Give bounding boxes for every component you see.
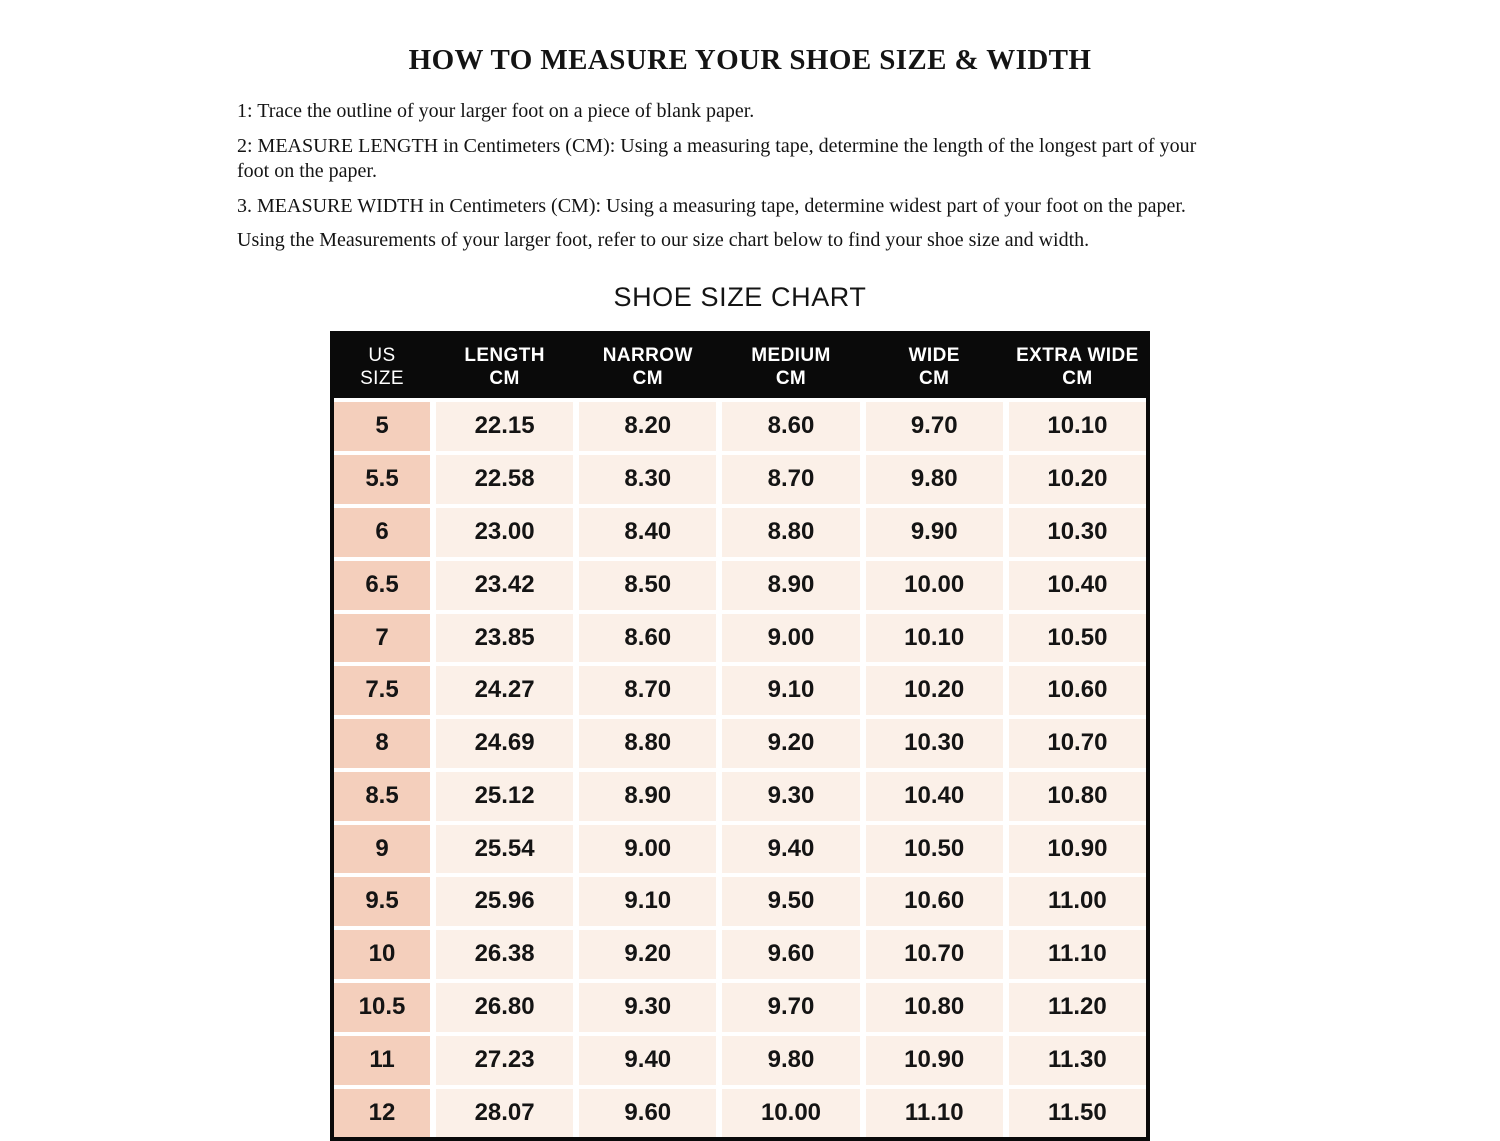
measurement-cell: 23.42: [436, 561, 573, 610]
measurement-cell: 8.70: [722, 455, 859, 504]
measurement-cell: 8.50: [579, 561, 716, 610]
us-size-cell: 9: [334, 825, 430, 874]
measurement-cell: 8.90: [579, 772, 716, 821]
measurement-cell: 8.20: [579, 402, 716, 451]
measurement-cell: 23.00: [436, 508, 573, 557]
measurement-cell: 10.60: [866, 877, 1003, 926]
measurement-cell: 10.40: [866, 772, 1003, 821]
measurement-cell: 8.80: [722, 508, 859, 557]
us-size-cell: 12: [334, 1089, 430, 1138]
measurement-cell: 24.27: [436, 666, 573, 715]
measurement-cell: 10.10: [866, 614, 1003, 663]
header-cell-medium: MEDIUM CM: [751, 344, 831, 390]
measurement-cell: 9.60: [722, 930, 859, 979]
us-size-cell: 5: [334, 402, 430, 451]
measurement-cell: 27.23: [436, 1036, 573, 1085]
us-size-cell: 5.5: [334, 455, 430, 504]
us-size-cell: 6: [334, 508, 430, 557]
header-cell-us: US SIZE: [360, 344, 404, 390]
measurement-cell: 9.70: [866, 402, 1003, 451]
us-size-cell: 11: [334, 1036, 430, 1085]
measurement-cell: 10.50: [866, 825, 1003, 874]
measurement-cell: 10.20: [1009, 455, 1146, 504]
measurement-cell: 22.58: [436, 455, 573, 504]
measurement-cell: 9.10: [722, 666, 859, 715]
measurement-cell: 26.80: [436, 983, 573, 1032]
measurement-cell: 25.96: [436, 877, 573, 926]
instruction-closing: Using the Measurements of your larger foot, refer to our size chart below to find your shoe size and width.: [237, 229, 1090, 252]
measurement-cell: 8.60: [722, 402, 859, 451]
us-size-cell: 8: [334, 719, 430, 768]
measurement-cell: 9.40: [722, 825, 859, 874]
measurement-cell: 9.10: [579, 877, 716, 926]
measurement-cell: 11.50: [1009, 1089, 1146, 1138]
measurement-cell: 9.60: [579, 1089, 716, 1138]
us-size-cell: 9.5: [334, 877, 430, 926]
us-size-cell: 7: [334, 614, 430, 663]
measurement-cell: 25.54: [436, 825, 573, 874]
measurement-cell: 8.80: [579, 719, 716, 768]
measurement-cell: 23.85: [436, 614, 573, 663]
instruction-step-3: 3. MEASURE WIDTH in Centimeters (CM): Using a measuring tape, determine widest part of your foot on the paper.: [237, 194, 1186, 217]
measurement-cell: 11.20: [1009, 983, 1146, 1032]
instruction-step-1: 1: Trace the outline of your larger foot on a piece of blank paper.: [237, 100, 755, 122]
measurement-cell: 10.00: [866, 561, 1003, 610]
us-size-cell: 7.5: [334, 666, 430, 715]
measurement-cell: 26.38: [436, 930, 573, 979]
measurement-cell: 10.90: [866, 1036, 1003, 1085]
measurement-cell: 10.70: [866, 930, 1003, 979]
measurement-cell: 9.80: [866, 455, 1003, 504]
measurement-cell: 8.60: [579, 614, 716, 663]
measurement-cell: 8.40: [579, 508, 716, 557]
measurement-cell: 9.20: [722, 719, 859, 768]
measurement-cell: 9.00: [722, 614, 859, 663]
measurement-cell: 10.30: [866, 719, 1003, 768]
measurement-cell: 9.40: [579, 1036, 716, 1085]
measurement-cell: 9.20: [579, 930, 716, 979]
measurement-cell: 10.50: [1009, 614, 1146, 663]
shoe-size-table: [330, 331, 1150, 1141]
instructions: [237, 99, 1222, 254]
measurement-cell: 9.00: [579, 825, 716, 874]
measurement-cell: 10.00: [722, 1089, 859, 1138]
measurement-cell: 8.90: [722, 561, 859, 610]
measurement-cell: 9.80: [722, 1036, 859, 1085]
instruction-step-2: 2: MEASURE LENGTH in Centimeters (CM): Using a measuring tape, determine the length of the longest part of your foot on the paper.: [237, 134, 1197, 183]
measurement-cell: 9.90: [866, 508, 1003, 557]
us-size-cell: 10: [334, 930, 430, 979]
table-header: [334, 335, 1146, 398]
measurement-cell: 10.80: [866, 983, 1003, 1032]
us-size-cell: 8.5: [334, 772, 430, 821]
measurement-cell: 9.50: [722, 877, 859, 926]
us-size-cell: 6.5: [334, 561, 430, 610]
header-cell-wide: WIDE CM: [908, 344, 960, 390]
measurement-cell: 28.07: [436, 1089, 573, 1138]
header-cell-extra-wide: EXTRA WIDE CM: [1016, 344, 1139, 390]
measurement-cell: 9.30: [722, 772, 859, 821]
measurement-cell: 10.70: [1009, 719, 1146, 768]
page-title: HOW TO MEASURE YOUR SHOE SIZE & WIDTH: [408, 44, 1092, 76]
chart-title: SHOE SIZE CHART: [613, 281, 867, 312]
measurement-cell: 10.20: [866, 666, 1003, 715]
measurement-cell: 8.70: [579, 666, 716, 715]
measurement-cell: 9.30: [579, 983, 716, 1032]
measurement-cell: 10.10: [1009, 402, 1146, 451]
measurement-cell: 25.12: [436, 772, 573, 821]
measurement-cell: 10.80: [1009, 772, 1146, 821]
measurement-cell: 24.69: [436, 719, 573, 768]
us-size-cell: 10.5: [334, 983, 430, 1032]
measurement-cell: 9.70: [722, 983, 859, 1032]
header-cell-length: LENGTH CM: [464, 344, 545, 390]
measurement-cell: 8.30: [579, 455, 716, 504]
table-body: [334, 398, 1146, 1137]
measurement-cell: 11.30: [1009, 1036, 1146, 1085]
measurement-cell: 10.30: [1009, 508, 1146, 557]
measurement-cell: 11.10: [866, 1089, 1003, 1138]
measurement-cell: 22.15: [436, 402, 573, 451]
measurement-cell: 10.90: [1009, 825, 1146, 874]
measurement-cell: 11.00: [1009, 877, 1146, 926]
measurement-cell: 11.10: [1009, 930, 1146, 979]
measurement-cell: 10.40: [1009, 561, 1146, 610]
measurement-cell: 10.60: [1009, 666, 1146, 715]
header-cell-narrow: NARROW CM: [602, 344, 693, 390]
